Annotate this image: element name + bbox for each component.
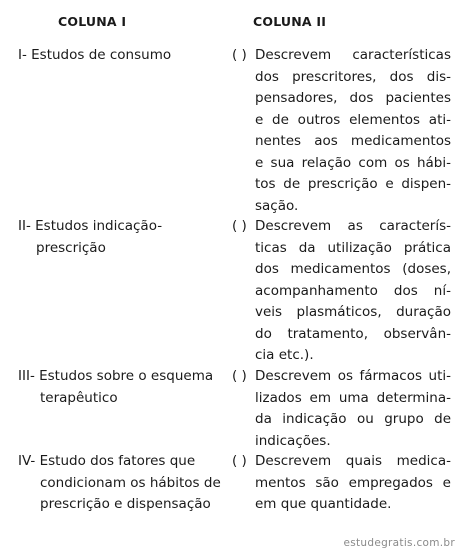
column-2-item-4 bbox=[255, 451, 451, 516]
item-text: em que quantidade. bbox=[255, 496, 392, 512]
item-text: III- Estudos sobre o esquema bbox=[18, 368, 214, 384]
column-header-1: COLUNA I bbox=[58, 14, 127, 29]
answer-blank-1[interactable]: ( ) bbox=[232, 47, 247, 63]
item-text: Descrevem características bbox=[255, 47, 451, 63]
column-2-item-1 bbox=[255, 45, 451, 217]
answer-blank-3[interactable]: ( ) bbox=[232, 368, 247, 384]
item-text: do tratamento, observân- bbox=[255, 325, 451, 342]
item-text: Descrevem as caracterís- bbox=[255, 218, 451, 234]
item-text: e sua relação com os hábi- bbox=[255, 154, 451, 171]
item-text: lizados em uma determina- bbox=[255, 389, 451, 406]
item-text: ticas da utilização prática bbox=[255, 239, 451, 256]
column-1-item-1 bbox=[18, 45, 226, 67]
item-text: sação. bbox=[255, 197, 299, 214]
item-text: II- Estudos indicação- bbox=[18, 218, 163, 234]
item-text: indicações. bbox=[255, 432, 331, 449]
watermark: estudegratis.com.br bbox=[343, 537, 455, 549]
column-2-item-3 bbox=[255, 366, 451, 452]
item-text: prescrição bbox=[36, 239, 106, 256]
answer-blank-2[interactable]: ( ) bbox=[232, 218, 247, 234]
column-1-item-2 bbox=[18, 216, 226, 259]
item-text: condicionam os hábitos de bbox=[40, 474, 221, 491]
item-text: Descrevem quais medica- bbox=[255, 453, 451, 469]
item-text: da indicação ou grupo de bbox=[255, 411, 451, 427]
item-text: I- Estudos de consumo bbox=[18, 47, 172, 63]
item-text: cia etc.). bbox=[255, 347, 314, 363]
item-text: prescrição e dispensação bbox=[40, 496, 211, 512]
item-text: veis plasmáticos, duração bbox=[255, 304, 451, 320]
column-1-item-3 bbox=[18, 366, 226, 409]
item-text: Descrevem os fármacos uti- bbox=[255, 368, 451, 384]
item-text: pensadores, dos pacientes bbox=[255, 90, 451, 106]
item-text: mentos são empregados e bbox=[255, 474, 451, 491]
answer-blank-4[interactable]: ( ) bbox=[232, 453, 247, 469]
item-text: dos prescritores, dos dis- bbox=[255, 68, 451, 85]
column-2-item-2 bbox=[255, 216, 451, 367]
item-text: dos medicamentos (doses, bbox=[255, 261, 451, 277]
column-1-item-4 bbox=[18, 451, 226, 516]
item-text: IV- Estudo dos fatores que bbox=[18, 453, 196, 469]
item-text: terapêutico bbox=[40, 389, 118, 406]
item-text: e de outros elementos ati- bbox=[255, 111, 451, 128]
item-text: tos de prescrição e dispen- bbox=[255, 176, 451, 192]
item-text: acompanhamento dos ní- bbox=[255, 282, 451, 299]
item-text: nentes aos medicamentos bbox=[255, 133, 451, 149]
column-header-2: COLUNA II bbox=[253, 14, 327, 29]
